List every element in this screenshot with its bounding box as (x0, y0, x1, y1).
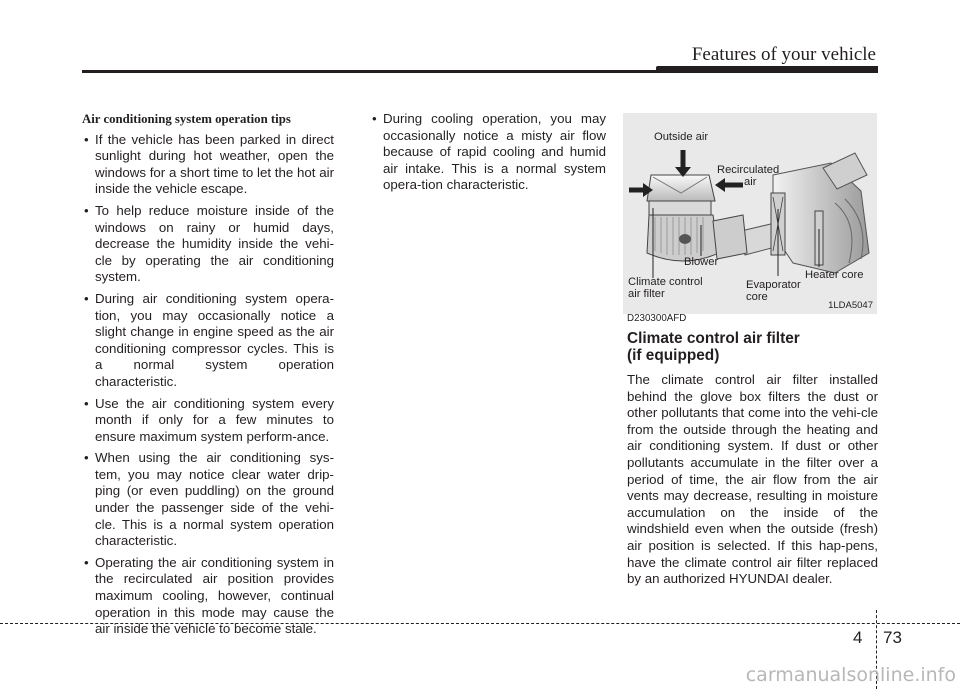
tip-bullet: • During air conditioning system opera-tion, you may occasionally notice a slight change in engine speed as the air conditioning compressor cycles. This is a normal system operation characteristic. (82, 291, 334, 391)
page-number: 73 (883, 628, 902, 647)
climate-filter-label-line2: air filter (628, 288, 665, 300)
chapter-number: 4 (853, 628, 863, 647)
header-rule (82, 70, 878, 73)
middle-column (370, 111, 606, 199)
left-column (82, 111, 334, 643)
tip-bullet: • Operating the air conditioning system in the recirculated air position provides maximum cooling, however, continual operation in this mode may cause the air inside the vehicle to become stale. (82, 555, 334, 638)
outside-air-label: Outside air (654, 131, 709, 143)
tips-subheading: Air conditioning system operation tips (82, 112, 291, 126)
section-code: D230300AFD (627, 313, 687, 324)
right-column (627, 313, 878, 588)
evaporator-core-label-line2: core (746, 291, 768, 303)
heater-core-label: Heater core (805, 269, 864, 281)
climate-filter-label-line1: Climate control (628, 276, 703, 288)
section-title (627, 330, 878, 364)
tip-bullet: • Use the air conditioning system every month if only for a few minutes to ensure maximum system perform-ance. (82, 396, 334, 446)
section-header-title: Features of your vehicle (691, 44, 876, 65)
tip-bullet: • During cooling operation, you may occasionally notice a misty air flow because of rapid cooling and humid air intake. This is a normal system opera-tion characteristic. (370, 111, 606, 194)
recirculated-air-label-line1: Recirculated (717, 164, 780, 176)
section-title-line2: (if equipped) (627, 347, 720, 364)
blower-label: Blower (684, 256, 719, 268)
section-paragraph: The climate control air filter installed behind the glove box filters the dust or other pollutants that come into the vehi-cle from the outside through the heating and air conditioning system. If dust or other pollutants accumulate in the filter over a period of time, the air flow from the air vents may decrease, resulting in moisture accumulation on the inside of the windshield even when the outside (fresh) air position is selected. If this hap-pens, have the climate control air filter replaced by an authorized HYUNDAI dealer. (627, 372, 878, 587)
footer-dashed-line (0, 623, 960, 624)
section-title-line1: Climate control air filter (627, 330, 800, 347)
tip-bullet: • If the vehicle has been parked in direct sunlight during hot weather, open the windows for a short time to let the hot air inside the vehicle escape. (82, 132, 334, 198)
figure-code: 1LDA5047 (828, 300, 873, 311)
evaporator-core-label-line1: Evaporator (746, 279, 801, 291)
recirculated-air-label-line2: air (744, 176, 757, 188)
tip-bullet: • When using the air conditioning sys-tem, you may notice clear water drip-ping (or even puddling) on the ground under the passenger side of the vehi-cle. This is a normal system operation characteristic. (82, 450, 334, 550)
watermark: carmanualsonline.info (745, 664, 956, 686)
hvac-diagram-figure (623, 113, 877, 314)
tip-bullet: • To help reduce moisture inside of the windows on rainy or humid days, decrease the humidity inside the vehi-cle by operating the air conditioning system. (82, 203, 334, 286)
